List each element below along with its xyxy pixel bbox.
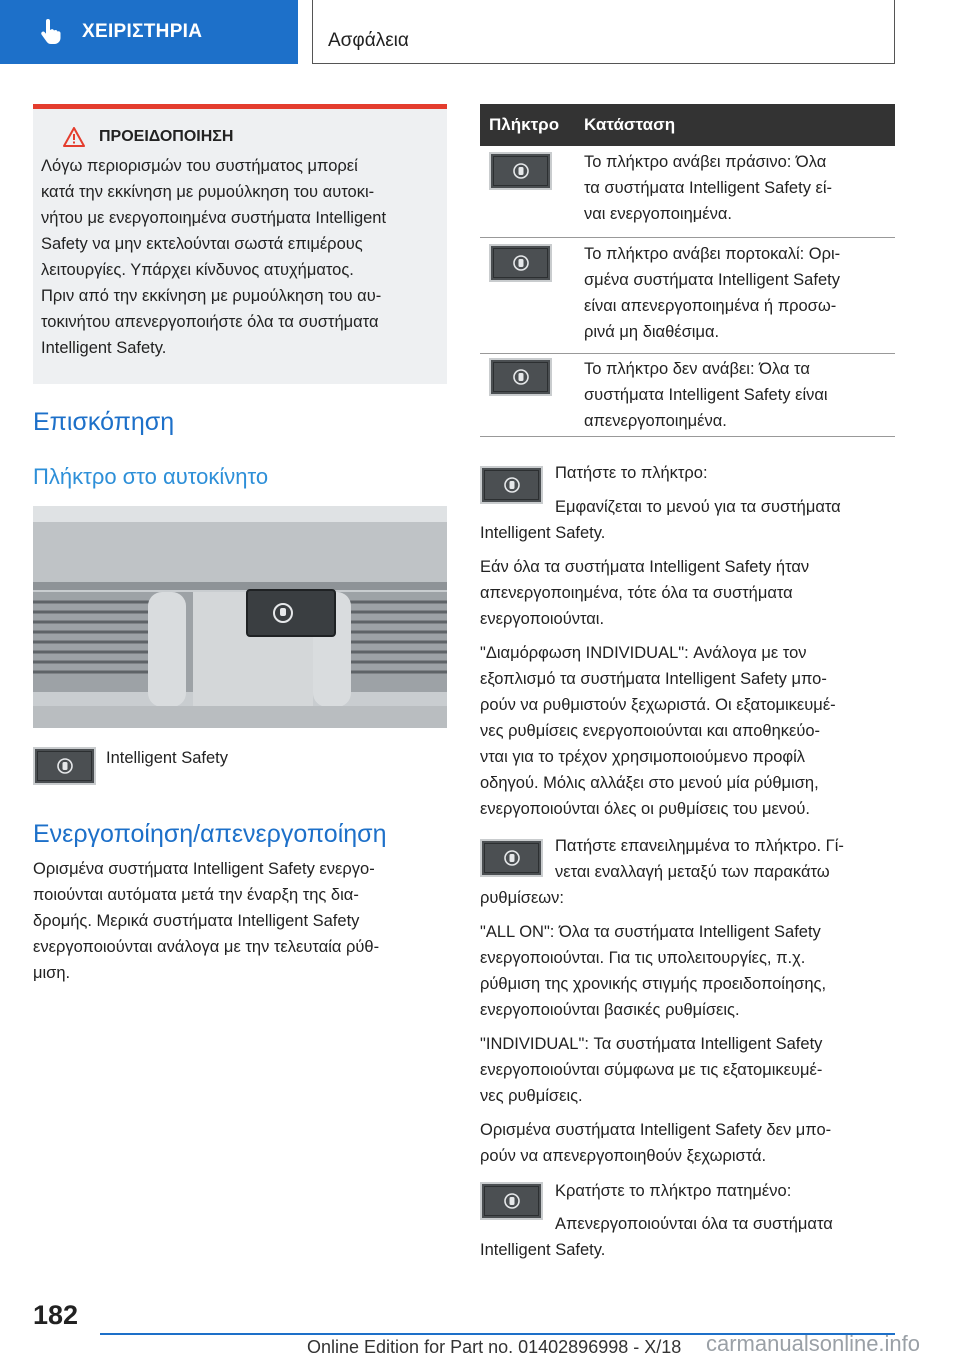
intelligent-safety-icon bbox=[502, 848, 522, 868]
repeat-line: ενεργοποιούνται σύμφωνα με τις εξατομικευμέ- bbox=[480, 1061, 823, 1079]
activation-line: δρομής. Μερικά συστήματα Intelligent Safety bbox=[33, 912, 360, 930]
col-state-header: Κατάσταση bbox=[584, 115, 676, 134]
table-line: Το πλήκτρο δεν ανάβει: Όλα τα bbox=[584, 360, 810, 378]
repeat-line: ενεργοποιούνται. Για τις υπολειτουργίες, π.χ. bbox=[480, 949, 806, 967]
table-state-text bbox=[584, 356, 890, 434]
repeat-line: ρούν να απενεργοποιηθούν ξεχωριστά. bbox=[480, 1147, 767, 1165]
warning-text bbox=[41, 153, 439, 361]
repeat-step bbox=[555, 833, 844, 885]
intelligent-safety-icon bbox=[502, 1191, 522, 1211]
press-line: ενεργοποιούνται. bbox=[480, 610, 605, 628]
table-row bbox=[480, 354, 895, 437]
edition-info: Online Edition for Part no. 01402896998 - X/18 bbox=[307, 1337, 682, 1357]
warning-line: Intelligent Safety. bbox=[41, 339, 167, 357]
press-line: απενεργοποιημένα, τότε όλα τα συστήματα bbox=[480, 584, 793, 602]
repeat-line: ενεργοποιούνται βασικές ρυθμίσεις. bbox=[480, 1001, 740, 1019]
warning-title-row bbox=[41, 127, 439, 147]
intelligent-safety-icon bbox=[511, 161, 531, 181]
warning-line: Πριν από την εκκίνηση με ρυμούλκηση του αυ- bbox=[41, 287, 382, 305]
press-line: οδηγού. Μόλις αλλάξει στο μενού μία ρύθμιση, bbox=[480, 774, 819, 792]
intelligent-safety-icon bbox=[511, 253, 531, 273]
car-button-photo bbox=[33, 506, 447, 728]
button-in-car-heading: Πλήκτρο στο αυτοκίνητο bbox=[33, 464, 269, 489]
chapter-tab-label: ΧΕΙΡΙΣΤΗΡΙΑ bbox=[82, 21, 203, 42]
warning-title: ΠΡΟΕΙΔΟΠΟΙΗΣΗ bbox=[99, 128, 234, 145]
table-line: απενεργοποιημένα. bbox=[584, 412, 727, 430]
press-line: ρούν να ρυθμιστούν ξεχωριστά. Οι εξατομικευμέ- bbox=[480, 696, 836, 714]
intelligent-safety-icon bbox=[55, 756, 75, 776]
button-orange-icon bbox=[489, 244, 552, 282]
table-line: ρινά μη διαθέσιμα. bbox=[584, 323, 720, 341]
press-line: εξοπλισμό τα συστήματα Intelligent Safety μπο- bbox=[480, 670, 827, 688]
page-number: 182 bbox=[33, 1300, 79, 1330]
repeat-line: "ALL ON": Όλα τα συστήματα Intelligent Safety bbox=[480, 923, 821, 941]
activation-line: ποιούνται αυτόματα μετά την έναρξη της δια- bbox=[33, 886, 359, 904]
hold-line: Intelligent Safety. bbox=[480, 1241, 606, 1259]
repeat-line: νες ρυθμίσεις. bbox=[480, 1087, 583, 1105]
activation-line: Ορισμένα συστήματα Intelligent Safety ενεργο- bbox=[33, 860, 375, 878]
repeat-text bbox=[480, 885, 895, 1169]
warning-triangle-icon bbox=[63, 127, 85, 147]
activation-line: ενεργοποιούνται ανάλογα με την τελευταία ρύθ- bbox=[33, 938, 380, 956]
state-table-header bbox=[480, 104, 895, 146]
activation-heading: Ενεργοποίηση/απενεργοποίηση bbox=[33, 820, 387, 848]
press-line: ενεργοποιούνται όλες οι ρυθμίσεις του μενού. bbox=[480, 800, 810, 818]
table-row bbox=[480, 146, 895, 238]
table-state-text bbox=[584, 241, 890, 345]
table-line: ναι ενεργοποιημένα. bbox=[584, 205, 732, 223]
table-line: είναι απενεργοποιημένα ή προσω- bbox=[584, 297, 837, 315]
intelligent-safety-button-icon bbox=[33, 747, 96, 785]
table-line: συστήματα Intelligent Safety είναι bbox=[584, 386, 828, 404]
press-button-icon bbox=[480, 466, 543, 504]
press-line: "Διαμόρφωση INDIVIDUAL": Ανάλογα με τον bbox=[480, 644, 807, 662]
press-line: Intelligent Safety. bbox=[480, 524, 606, 542]
activation-text bbox=[33, 856, 447, 986]
warning-line: λειτουργίες. Υπάρχει κίνδυνος ατυχήματος. bbox=[41, 261, 354, 279]
intelligent-safety-icon bbox=[502, 475, 522, 495]
intelligent-safety-caption: Intelligent Safety bbox=[106, 749, 228, 767]
button-off-icon bbox=[489, 358, 552, 396]
press-step: Πατήστε το πλήκτρο: bbox=[555, 464, 708, 482]
repeat-line: ρυθμίσεων: bbox=[480, 889, 565, 907]
repeat-line: "INDIVIDUAL": Τα συστήματα Intelligent Safety bbox=[480, 1035, 823, 1053]
activation-line: μιση. bbox=[33, 964, 71, 982]
warning-line: κατά την εκκίνηση με ρυμούλκηση του αυτοκι- bbox=[41, 183, 375, 201]
hold-button-icon bbox=[480, 1182, 543, 1220]
intelligent-safety-icon bbox=[511, 367, 531, 387]
button-green-icon bbox=[489, 152, 552, 190]
repeat-line: Ορισμένα συστήματα Intelligent Safety δεν μπο- bbox=[480, 1121, 832, 1139]
watermark: carmanualsonline.info bbox=[706, 1331, 921, 1356]
repeat-step-line: Πατήστε επανειλημμένα το πλήκτρο. Γί- bbox=[555, 837, 844, 855]
warning-line: νήτου με ενεργοποιημένα συστήματα Intelligent bbox=[41, 209, 387, 227]
press-line: νται για το τρέχον χρησιμοποιούμενο προφίλ bbox=[480, 748, 806, 766]
dashboard-illustration bbox=[33, 506, 447, 728]
table-state-text bbox=[584, 149, 890, 227]
hand-pointer-icon bbox=[40, 19, 62, 45]
section-title: Ασφάλεια bbox=[328, 30, 409, 51]
warning-line: Safety να μην εκτελούνται σωστά επιμέρους bbox=[41, 235, 363, 253]
overview-heading: Επισκόπηση bbox=[33, 408, 175, 436]
repeat-button-icon bbox=[480, 839, 543, 877]
table-row bbox=[480, 238, 895, 354]
warning-line: Λόγω περιορισμών του συστήματος μπορεί bbox=[41, 157, 358, 175]
repeat-step-line: νεται εναλλαγή μεταξύ των παρακάτω bbox=[555, 863, 830, 881]
repeat-line: ρύθμιση της χρονικής στιγμής προειδοποίησης, bbox=[480, 975, 827, 993]
press-line: Εμφανίζεται το μενού για τα συστήματα bbox=[555, 498, 841, 516]
hold-step: Κρατήστε το πλήκτρο πατημένο: bbox=[555, 1182, 792, 1200]
table-line: Το πλήκτρο ανάβει πορτοκαλί: Ορι- bbox=[584, 245, 841, 263]
hold-line: Απενεργοποιούνται όλα τα συστήματα bbox=[555, 1215, 833, 1233]
table-line: Το πλήκτρο ανάβει πράσινο: Όλα bbox=[584, 153, 827, 171]
warning-line: τοκινήτου απενεργοποιήστε όλα τα συστήματα bbox=[41, 313, 379, 331]
press-line: Εάν όλα τα συστήματα Intelligent Safety ήταν bbox=[480, 558, 810, 576]
chapter-tab[interactable] bbox=[0, 0, 298, 64]
table-line: τα συστήματα Intelligent Safety εί- bbox=[584, 179, 833, 197]
press-text bbox=[480, 520, 895, 822]
press-line: νες ρυθμίσεις ενεργοποιούνται και αποθηκεύο- bbox=[480, 722, 821, 740]
col-button-header: Πλήκτρο bbox=[489, 115, 560, 134]
warning-box bbox=[33, 104, 447, 384]
table-line: σμένα συστήματα Intelligent Safety bbox=[584, 271, 840, 289]
